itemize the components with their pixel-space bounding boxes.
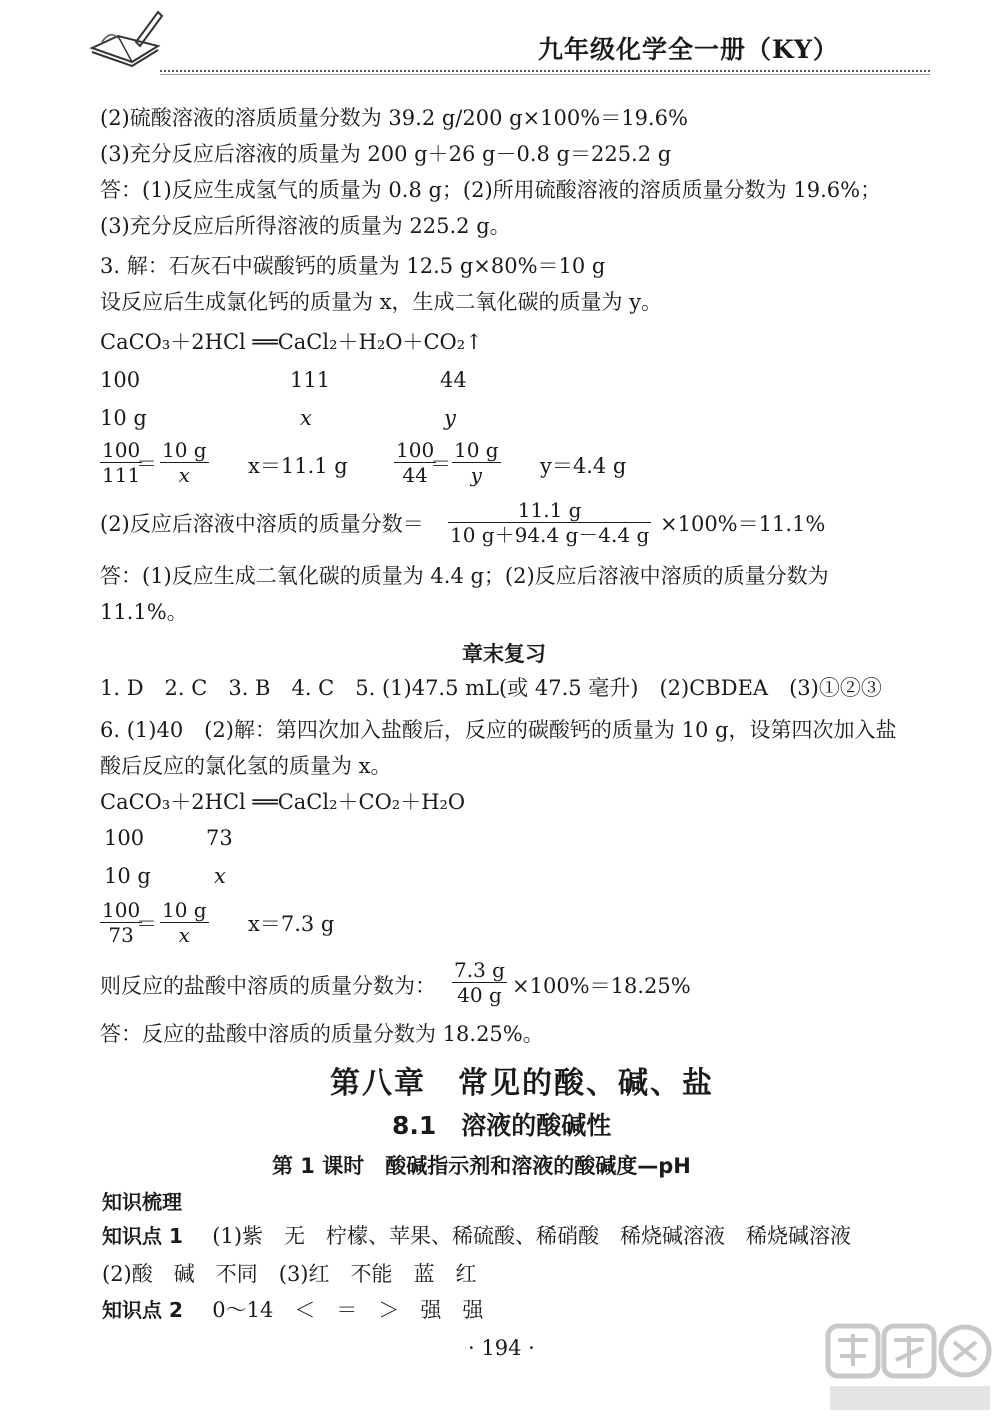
equation-caco3-hcl-2: CaCO₃＋2HCl ══CaCl₂＋CO₂＋H₂O	[100, 790, 466, 814]
result-x-11-1g: x＝11.1 g	[248, 454, 348, 478]
fraction-denominator: 40 g	[452, 982, 507, 1007]
line-answer-3: 答：(1)反应生成二氧化碳的质量为 4.4 g；(2)反应后溶液中溶质的质量分数为	[100, 564, 829, 588]
line-q6: 6. (1)40 (2)解：第四次加入盐酸后，反应的碳酸钙的质量为 10 g，设第四次加入盐	[100, 718, 897, 742]
header-rule-thin	[160, 74, 930, 75]
line-answer-1b: (3)充分反应后所得溶液的质量为 225.2 g。	[100, 214, 511, 238]
line-sulfuric-fraction: (2)硫酸溶液的溶质质量分数为 39.2 g/200 g×100%＝19.6%	[100, 106, 688, 130]
fraction-denominator: 10 g＋94.4 g－4.4 g	[450, 523, 650, 547]
line-answer-3b: 11.1%。	[100, 600, 188, 624]
equals-sign: ＝	[430, 452, 451, 476]
fraction-denominator: 44	[394, 462, 436, 487]
kp1-text: (1)紫 无 柠檬、苹果、稀硫酸、稀硝酸 稀烧碱溶液 稀烧碱溶液	[212, 1224, 852, 1248]
kp1-label: 知识点 1	[102, 1224, 183, 1248]
lesson-title: 第 1 课时 酸碱指示剂和溶液的酸碱度—pH	[272, 1154, 691, 1178]
fraction-denominator: 73	[100, 922, 142, 947]
mc-answers: 1. D 2. C 3. B 4. C 5. (1)47.5 mL(或 47.5 毫升) (2)CBDEA (3)①②③	[100, 676, 882, 700]
kp2-label: 知识点 2	[102, 1298, 183, 1322]
fraction-10g-x	[160, 438, 209, 487]
line-q3-assume: 设反应后生成氯化钙的质量为 x，生成二氧化碳的质量为 y。	[100, 290, 663, 314]
chapter-title: 第八章 常见的酸、碱、盐	[330, 1066, 714, 1101]
fraction-numerator: 100	[396, 438, 435, 462]
section-title: 章末复习	[462, 642, 546, 666]
fraction-10g-x-2	[160, 898, 209, 947]
subsection-title: 8.1 溶液的酸碱性	[392, 1111, 612, 1140]
result-x-7-3g: x＝7.3 g	[248, 912, 335, 936]
line-solution-mass: (3)充分反应后溶液的质量为 200 g＋26 g－0.8 g＝225.2 g	[100, 142, 672, 166]
result-y-4-4g: y＝4.4 g	[540, 454, 627, 478]
line-answer-1: 答：(1)反应生成氢气的质量为 0.8 g；(2)所用硫酸溶液的溶质质量分数为 19.6%；	[100, 178, 882, 202]
equation-caco3-hcl: CaCO₃＋2HCl ══CaCl₂＋H₂O＋CO₂↑	[100, 330, 483, 354]
knowledge-heading: 知识梳理	[102, 1190, 182, 1214]
line-answer-6: 答：反应的盐酸中溶质的质量分数为 18.25%。	[100, 1022, 544, 1046]
line-mass-fraction-post: ×100%＝11.1%	[660, 512, 826, 536]
header-rule	[160, 70, 930, 72]
fraction-numerator: 100	[102, 438, 141, 462]
fraction-numerator: 10 g	[162, 898, 207, 922]
eq1-unknown-x: x	[300, 406, 312, 430]
knowledge-point-2	[102, 1296, 483, 1324]
knowledge-point-1	[102, 1222, 851, 1250]
fraction-numerator: 10 g	[162, 438, 207, 462]
line-q6b: 酸后反应的氯化氢的质量为 x。	[100, 754, 392, 778]
fraction-numerator: 7.3 g	[454, 958, 505, 982]
fraction-10g-y	[452, 438, 501, 487]
line-hcl-fraction-post: ×100%＝18.25%	[512, 974, 691, 998]
fraction-numerator: 100	[102, 898, 141, 922]
fraction-mass-fraction	[448, 498, 651, 547]
line-mass-fraction-pre: (2)反应后溶液中溶质的质量分数＝	[100, 512, 424, 536]
equals-sign: ＝	[136, 912, 157, 936]
fraction-numerator: 11.1 g	[517, 498, 582, 522]
fraction-hcl	[452, 958, 507, 1007]
fraction-denominator: x	[160, 462, 209, 487]
pencil-book-icon	[88, 8, 168, 70]
line-hcl-fraction-pre: 则反应的盐酸中溶质的质量分数为：	[100, 974, 436, 998]
eq2-mass-100: 100	[104, 826, 145, 850]
eq1-mass-100: 100	[100, 368, 141, 392]
eq2-mass-73: 73	[206, 826, 233, 850]
watermark-logo	[820, 1320, 995, 1415]
eq1-mass-44: 44	[440, 368, 467, 392]
eq2-unknown-x: x	[214, 864, 226, 888]
page-number: · 194 ·	[468, 1336, 535, 1360]
header-title: 九年级化学全一册（KY）	[538, 35, 839, 64]
knowledge-point-1b: (2)酸 碱 不同 (3)红 不能 蓝 红	[102, 1262, 477, 1286]
watermark-stamp-icon	[820, 1320, 995, 1415]
eq1-mass-111: 111	[290, 368, 331, 392]
header-logo	[88, 8, 168, 70]
eq2-given-10g: 10 g	[104, 864, 151, 888]
fraction-denominator: x	[160, 922, 209, 947]
fraction-denominator: 111	[102, 463, 141, 487]
eq1-given-10g: 10 g	[100, 406, 147, 430]
fraction-denominator: y	[452, 462, 501, 487]
fraction-numerator: 10 g	[454, 438, 499, 462]
line-q3-solution: 3. 解：石灰石中碳酸钙的质量为 12.5 g×80%＝10 g	[100, 254, 606, 278]
eq1-unknown-y: y	[444, 406, 456, 430]
equals-sign: ＝	[136, 452, 157, 476]
kp2-text: 0～14 ＜ ＝ ＞ 强 强	[212, 1298, 484, 1322]
line-mc-answers	[100, 674, 882, 702]
